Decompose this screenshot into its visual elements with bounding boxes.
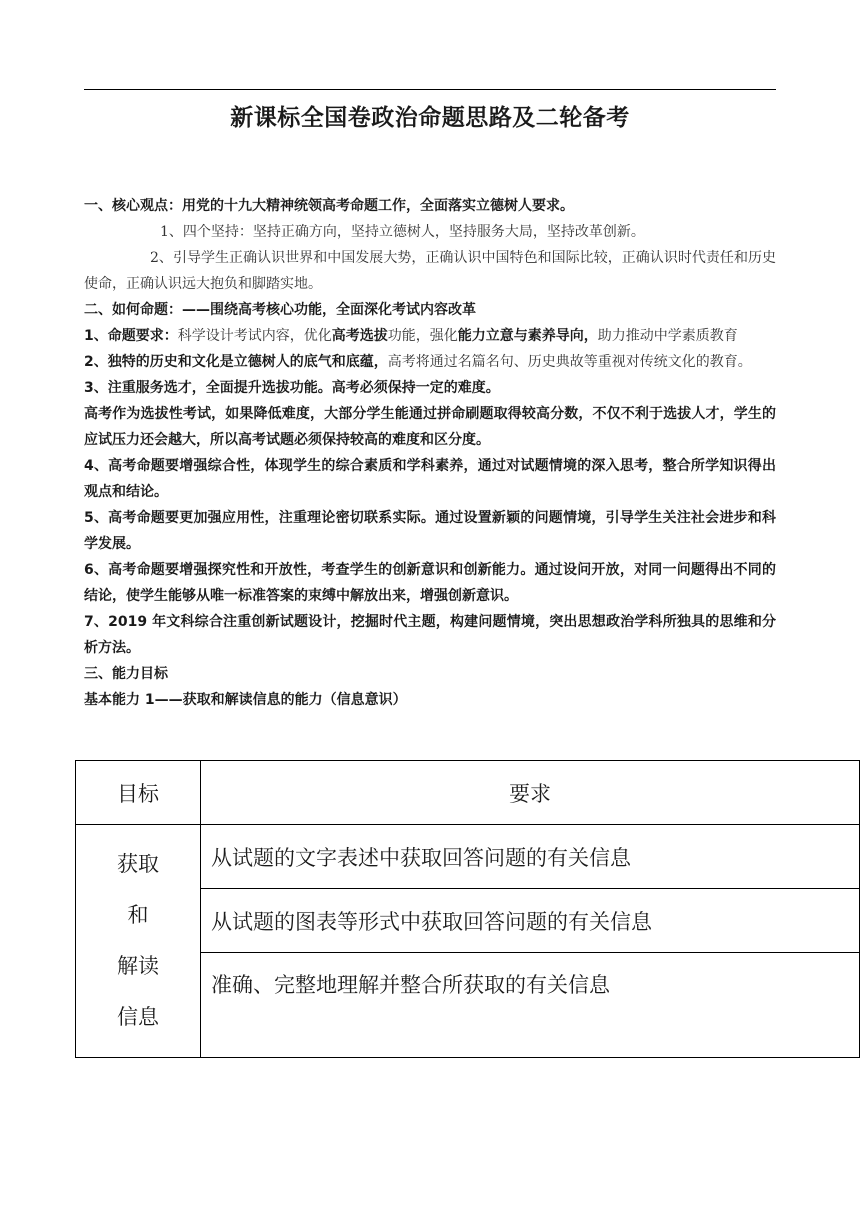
point-1-bold-b: 能力立意与素养导向，: [457, 328, 598, 344]
point-1-text-a: 科学设计考试内容，优化: [177, 328, 332, 344]
point-2-bold: 2、独特的历史和文化是立德树人的底气和底蕴，: [84, 354, 388, 370]
point-1-label: 1、命题要求：: [84, 328, 178, 344]
requirement-2: 从试题的图表等形式中获取回答问题的有关信息: [201, 889, 860, 953]
section-1-item-2: 2、引导学生正确认识世界和中国发展大势，正确认识中国特色和国际比较，正确认识时代责任和历史使命，正确认识远大抱负和脚踏实地。: [84, 250, 776, 292]
goal-line: 信息: [117, 1005, 159, 1029]
requirement-1: 从试题的文字表述中获取回答问题的有关信息: [201, 825, 860, 889]
document-title: 新课标全国卷政治命题思路及二轮备考: [230, 104, 630, 131]
point-2-text: 高考将通过名篇名句、历史典故等重视对传统文化的教育。: [387, 354, 752, 370]
table-row: [76, 825, 860, 889]
point-2: [84, 349, 776, 375]
goal-line: 和: [127, 903, 149, 927]
section-1-heading: 一、核心观点：用党的十九大精神统领高考命题工作，全面落实立德树人要求。: [84, 198, 574, 214]
goal-cell: [76, 825, 201, 1058]
header-goal: 目标: [76, 761, 201, 825]
section-3-heading: 三、能力目标: [84, 666, 168, 682]
header-rule: [84, 89, 776, 90]
point-1: [84, 323, 776, 349]
section-1-item-1: 1、四个坚持：坚持正确方向，坚持立德树人，坚持服务大局，坚持改革创新。: [160, 224, 645, 240]
document-body: [84, 193, 776, 713]
section-2-heading: 二、如何命题：——围绕高考核心功能，全面深化考试内容改革: [84, 302, 476, 318]
goal-line: 解读: [117, 954, 159, 978]
point-3-body: 高考作为选拔性考试，如果降低难度，大部分学生能通过拼命刷题取得较高分数，不仅不利于选拔人才，学生的应试压力还会越大，所以高考试题必须保持较高的难度和区分度。: [84, 406, 776, 448]
point-3: 3、注重服务选才，全面提升选拔功能。高考必须保持一定的难度。: [84, 380, 500, 396]
point-1-text-c: 助力推动中学素质教育: [597, 328, 738, 344]
point-5: 5、高考命题要更加强应用性，注重理论密切联系实际。通过设置新颖的问题情境，引导学生关注社会进步和科学发展。: [84, 510, 776, 552]
point-1-bold-a: 高考选拔: [331, 328, 388, 344]
point-7: 7、2019 年文科综合注重创新试题设计，挖掘时代主题，构建问题情境，突出思想政治学科所独具的思维和分析方法。: [84, 614, 776, 656]
goal-line: 获取: [117, 852, 159, 876]
table-header-row: [76, 761, 860, 825]
point-4: 4、高考命题要增强综合性，体现学生的综合素质和学科素养，通过对试题情境的深入思考，整合所学知识得出观点和结论。: [84, 458, 776, 500]
header-requirement: 要求: [201, 761, 860, 825]
ability-table: [75, 760, 860, 1058]
section-3-subheading: 基本能力 1——获取和解读信息的能力（信息意识）: [84, 692, 407, 708]
requirement-3: 准确、完整地理解并整合所获取的有关信息: [201, 953, 860, 1058]
point-1-text-b: 功能，强化: [387, 328, 458, 344]
point-6: 6、高考命题要增强探究性和开放性，考查学生的创新意识和创新能力。通过设问开放，对同一问题得出不同的结论，使学生能够从唯一标准答案的束缚中解放出来，增强创新意识。: [84, 562, 776, 604]
